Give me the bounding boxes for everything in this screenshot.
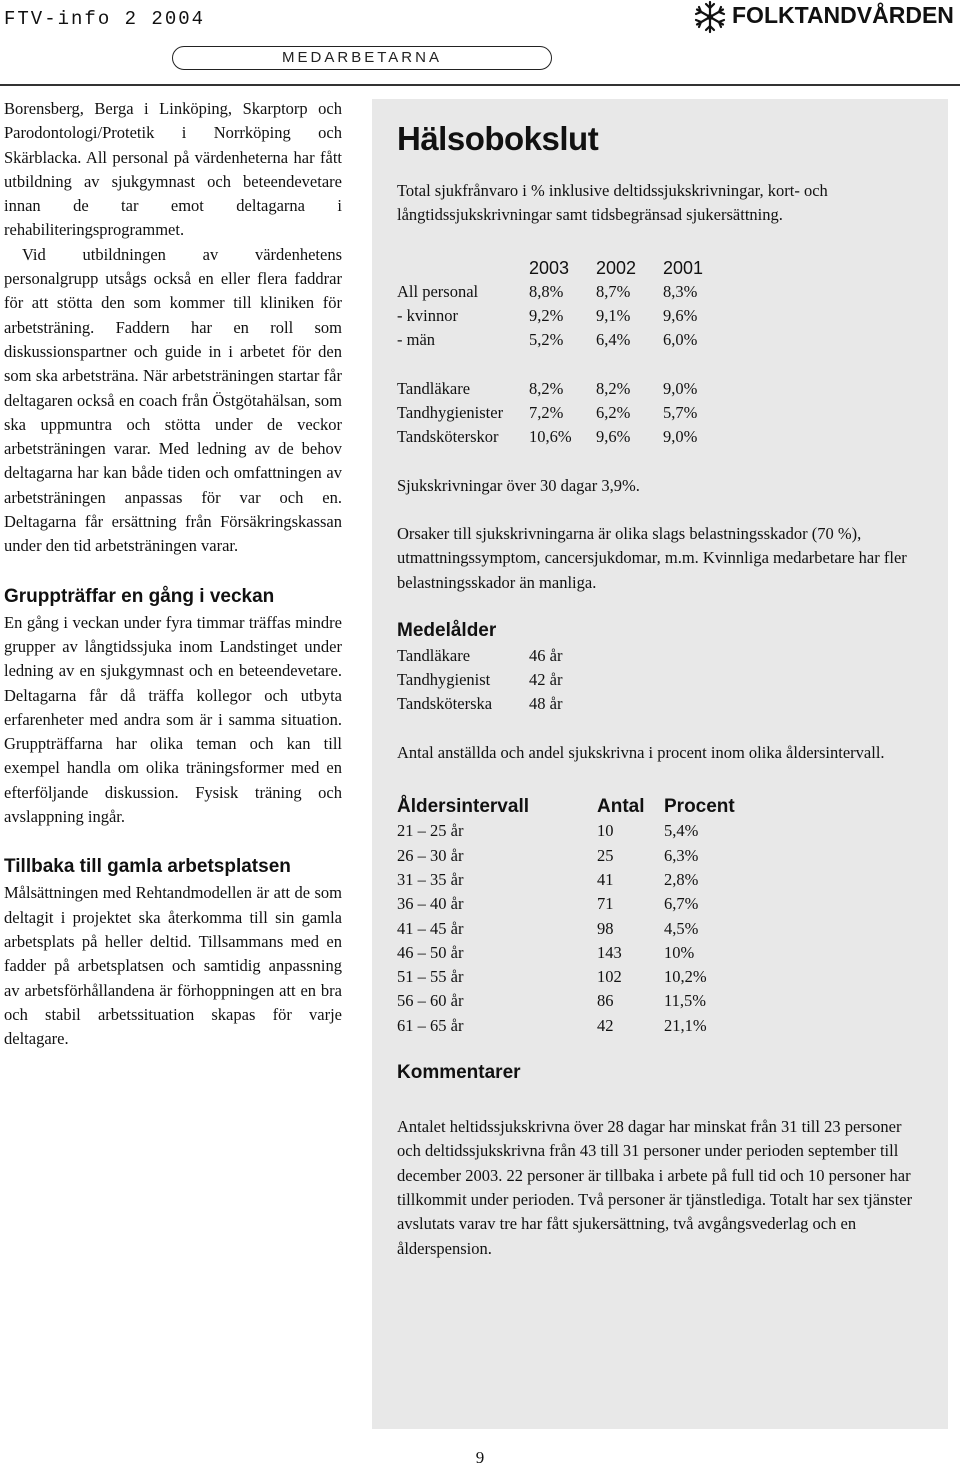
table-row: All personal 8,8% 8,7% 8,3% <box>397 281 698 301</box>
table-row: Tandläkare 46 år <box>397 645 563 665</box>
absence-header-row <box>397 256 730 280</box>
age-interval-table <box>397 795 754 1038</box>
table-row: 31 – 35 år 41 2,8% <box>397 869 699 889</box>
interval-col-header: Åldersintervall <box>397 796 529 818</box>
paragraph-4: Målsättningen med Rehtandmodellen är att de som deltagit i projektet ska återkomma till sin gamla arbetsplats på heller deltid. Tillsammans med en fadder på arbetsplatsen och samtidig anpassning av arbetsförhållandena är förhoppningen att en bra och stabil arbetssituation skapas för varje deltagare. <box>4 883 342 1049</box>
health-report-box <box>372 99 948 1429</box>
table-row: 51 – 55 år 102 10,2% <box>397 967 707 987</box>
table-row: - kvinnor 9,2% 9,1% 9,6% <box>397 306 698 326</box>
interval-intro: Antal anställda och andel sjukskrivna i procent inom olika åldersintervall. <box>397 742 885 762</box>
interval-col-header: Antal <box>597 796 645 818</box>
table-row: 21 – 25 år 10 5,4% <box>397 821 699 841</box>
table-row: Tandsköterskor 10,6% 9,6% 9,0% <box>397 427 698 447</box>
paragraph-2: Vid utbildningen av värdenhetens personalgrupp utsågs också en eller flera faddrar för att stötta den som kommer till kliniken för arbetsträning. Faddern har en roll som diskussionspartner och guide in i arbetet för den som ska arbetsträna. När arbetsträningen startar får deltagaren också en coach från Östgötahälsan, som ska uppmuntra och stötta under de veckor arbetsträningen varar. Med ledning av de behov deltagarna har kan både tiden och omfattningen av arbetsträningen anpassas för var och en. Deltagarna får ersättning från Försäkringskassan under den tid arbetsträningen varar. <box>4 244 342 556</box>
table-row: Tandhygienist 42 år <box>397 670 563 690</box>
long-term-sick-text: Sjukskrivningar över 30 dagar 3,9%. <box>397 475 640 495</box>
table-row: Tandhygienister 7,2% 6,2% 5,7% <box>397 403 698 423</box>
table-row: 36 – 40 år 71 6,7% <box>397 894 699 914</box>
section-label: MEDARBETARNA <box>172 46 552 70</box>
brand-logo <box>693 0 957 36</box>
table-row: Tandläkare 8,2% 8,2% 9,0% <box>397 378 698 398</box>
year-header: 2002 <box>596 257 637 278</box>
year-header: 2001 <box>663 257 704 278</box>
article-left-column <box>4 97 342 1051</box>
table-spacer <box>397 353 730 377</box>
snowflake-icon <box>693 0 727 34</box>
header-divider <box>0 84 960 86</box>
paragraph-1: Borensberg, Berga i Linköping, Skarptorp och Parodontologi/Protetik i Norrköping och Skärblacka. All personal på värdenheterna har fått utbildning av sjukgymnast och beteendevetare innan de tar emot deltagarna i rehabiliteringsprogrammet. <box>4 99 342 240</box>
table-row: 46 – 50 år 143 10% <box>397 942 695 962</box>
brand-name: FOLKTANDVÅRDEN <box>732 2 954 28</box>
year-header: 2003 <box>529 257 570 278</box>
interval-col-header: Procent <box>664 796 735 818</box>
table-row: 41 – 45 år 98 4,5% <box>397 918 699 938</box>
causes-text: Orsaker till sjukskrivningarna är olika slags belastningsskador (70 %), utmattningssymptom, cancersjukdomar, m.m. Kvinnliga medarbetare har fler belastningsskador än manliga. <box>397 523 907 592</box>
box-intro: Total sjukfrånvaro i % inklusive deltidssjukskrivningar, kort- och långtidssjukskrivningar samt tidsbegränsad sjukersättning. <box>397 181 828 225</box>
comments-text: Antalet heltidssjukskrivna över 28 dagar har minskat från 31 till 23 personer och deltidssjukskrivna från 43 till 31 personer under perioden september till december 2003. 22 personer är tillbaka i arbete på full tid och 10 personer har tillkommit under perioden. Två personer är tjänstlediga. Totalt har sex tjänster avslutats varav tre har fått sjukersättning, två avgångsvederlag och en ålderspension. <box>397 1117 913 1258</box>
comments-heading: Kommentarer <box>397 1062 521 1084</box>
page-number: 9 <box>475 1448 485 1467</box>
table-row: Tandsköterska 48 år <box>397 694 563 714</box>
average-age-heading: Medelålder <box>397 619 497 641</box>
heading-group-meetings: Gruppträffar en gång i veckan <box>4 585 275 607</box>
table-row: 61 – 65 år 42 21,1% <box>397 1015 707 1035</box>
table-row: 56 – 60 år 86 11,5% <box>397 991 707 1011</box>
heading-back-to-work: Tillbaka till gamla arbetsplatsen <box>4 856 291 878</box>
interval-header-row <box>397 795 754 819</box>
box-title: Hälsobokslut <box>397 120 599 157</box>
table-row: 26 – 30 år 25 6,3% <box>397 845 699 865</box>
paragraph-3: En gång i veckan under fyra timmar träffas mindre grupper av långtidssjuka inom Landstinget under ledning av en sjukgymnast och en beteendevetare. Deltagarna får då träffa kollegor och utbyta erfarenheter med andra som är i samma situation. Gruppträffarna har olika teman och kan till exempel handla om olika träningsformer med en efterföljande diskussion. Fysisk träning och avslappning ingår. <box>4 612 342 827</box>
publication-title: FTV-info 2 2004 <box>4 8 206 30</box>
average-age-table <box>397 644 609 717</box>
table-row: - män 5,2% 6,4% 6,0% <box>397 330 698 350</box>
absence-table <box>397 256 730 450</box>
